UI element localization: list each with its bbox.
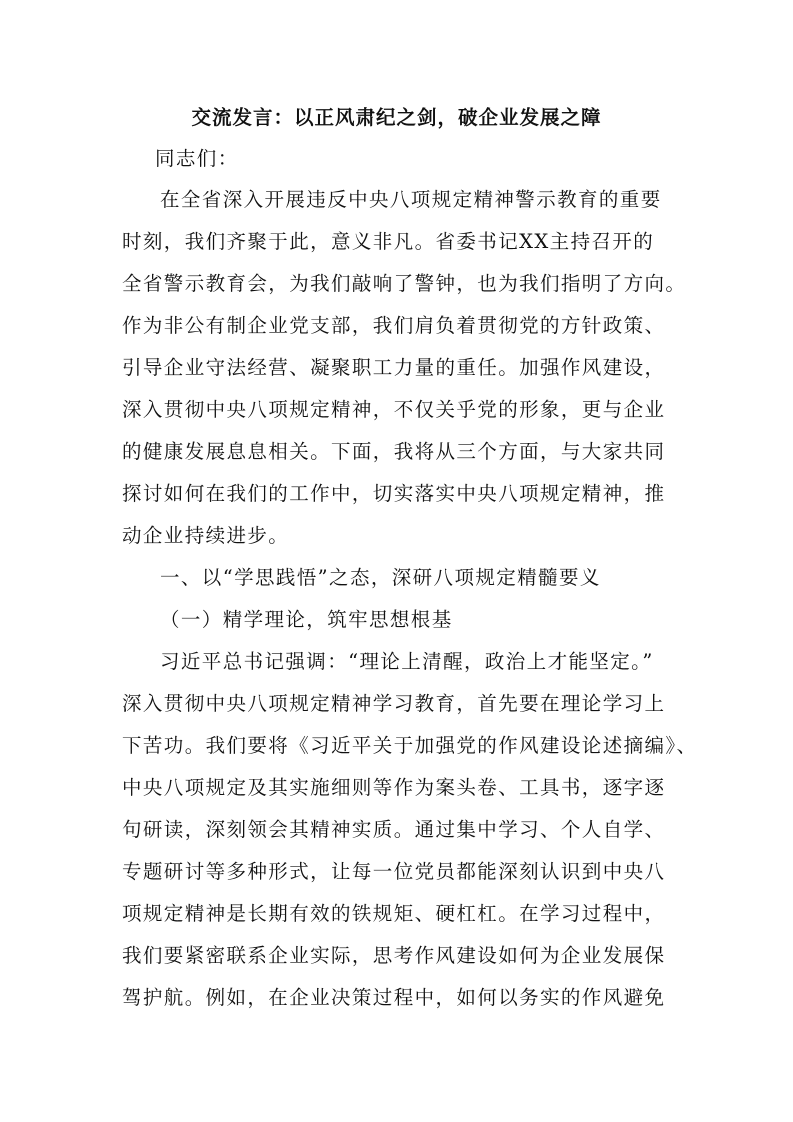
paragraph-line: 习近平总书记强调：“理论上清醒，政治上才能坚定。”	[160, 650, 654, 673]
paragraph-line: 动企业持续进步。	[122, 524, 290, 547]
paragraph-line: 中央八项规定及其实施细则等作为案头卷、工具书，逐字逐	[122, 776, 666, 799]
paragraph-line: 全省警示教育会，为我们敲响了警钟，也为我们指明了方向。	[122, 272, 687, 295]
paragraph-line: 作为非公有制企业党支部，我们肩负着贯彻党的方针政策、	[122, 314, 666, 337]
paragraph-line: 时刻，我们齐聚于此，意义非凡。省委书记XX主持召开的	[122, 230, 655, 253]
document-title: 交流发言：以正风肃纪之剑，破企业发展之障	[191, 106, 602, 129]
section-heading: 一、以“学思践悟”之态，深研八项规定精髓要义	[160, 566, 601, 589]
paragraph-line: 深入贯彻中央八项规定精神学习教育，首先要在理论学习上	[122, 692, 666, 715]
paragraph-line: 句研读，深刻领会其精神实质。通过集中学习、个人自学、	[122, 818, 666, 841]
paragraph-line: 在全省深入开展违反中央八项规定精神警示教育的重要	[160, 188, 662, 211]
paragraph-line: 引导企业守法经营、凝聚职工力量的重任。加强作风建设，	[122, 356, 666, 379]
paragraph-line: 项规定精神是长期有效的铁规矩、硬杠杠。在学习过程中，	[122, 902, 666, 925]
paragraph-line: 下苦功。我们要将《习近平关于加强党的作风建设论述摘编》、	[122, 734, 698, 757]
subsection-heading: （一）精学理论，筑牢思想根基	[160, 608, 453, 631]
salutation: 同志们：	[155, 147, 239, 170]
paragraph-line: 我们要紧密联系企业实际，思考作风建设如何为企业发展保	[122, 944, 666, 967]
paragraph-line: 深入贯彻中央八项规定精神，不仅关乎党的形象，更与企业	[122, 398, 666, 421]
paragraph-line: 专题研讨等多种形式，让每一位党员都能深刻认识到中央八	[122, 860, 666, 883]
paragraph-line: 探讨如何在我们的工作中，切实落实中央八项规定精神，推	[122, 482, 666, 505]
paragraph-line: 的健康发展息息相关。下面，我将从三个方面，与大家共同	[122, 440, 666, 463]
paragraph-line: 驾护航。例如，在企业决策过程中，如何以务实的作风避免	[122, 986, 666, 1009]
